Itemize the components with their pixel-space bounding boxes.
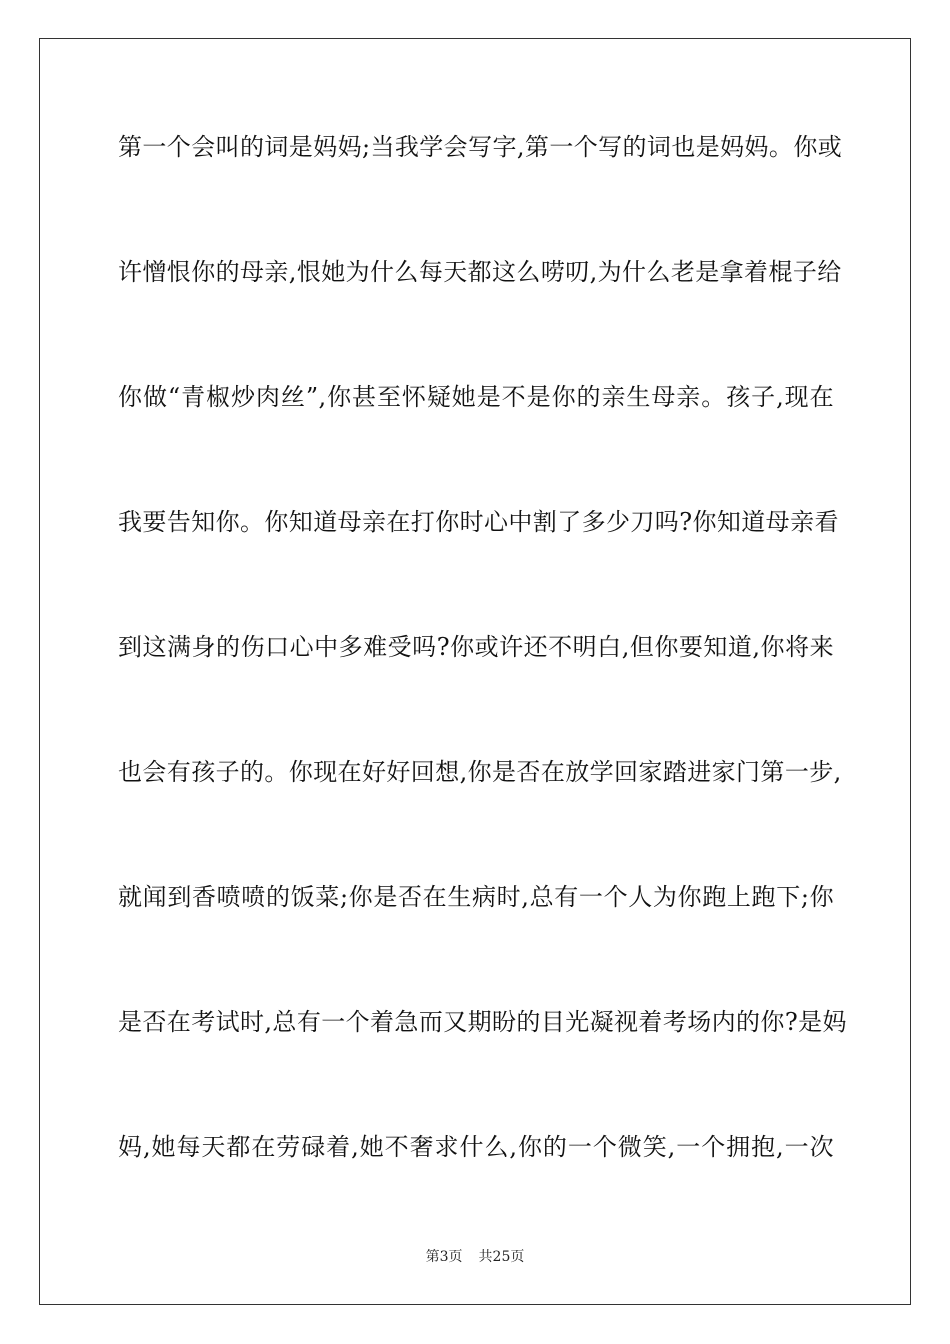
text-line: 是否在考试时,总有一个着急而又期盼的目光凝视着考场内的你?是妈 [118, 1008, 847, 1036]
total-pages-label: 共25页 [478, 1249, 525, 1265]
current-page-label: 第3页 [425, 1249, 463, 1265]
text-line: 许憎恨你的母亲,恨她为什么每天都这么唠叨,为什么老是拿着棍子给 [118, 258, 842, 286]
text-line: 也会有孩子的。你现在好好回想,你是否在放学回家踏进家门第一步, [118, 758, 842, 786]
text-line: 妈,她每天都在劳碌着,她不奢求什么,你的一个微笑,一个拥抱,一次 [118, 1133, 834, 1161]
page-footer [0, 1246, 950, 1266]
body-text [118, 127, 847, 1252]
text-line: 我要告知你。你知道母亲在打你时心中割了多少刀吗?你知道母亲看 [118, 508, 839, 536]
text-line: 第一个会叫的词是妈妈;当我学会写字,第一个写的词也是妈妈。你或 [118, 133, 843, 161]
text-line: 就闻到香喷喷的饭菜;你是否在生病时,总有一个人为你跑上跑下;你 [118, 883, 834, 911]
text-line: 到这满身的伤口心中多难受吗?你或许还不明白,但你要知道,你将来 [118, 633, 834, 661]
text-line: 你做“青椒炒肉丝”,你甚至怀疑她是不是你的亲生母亲。孩子,现在 [118, 383, 834, 411]
